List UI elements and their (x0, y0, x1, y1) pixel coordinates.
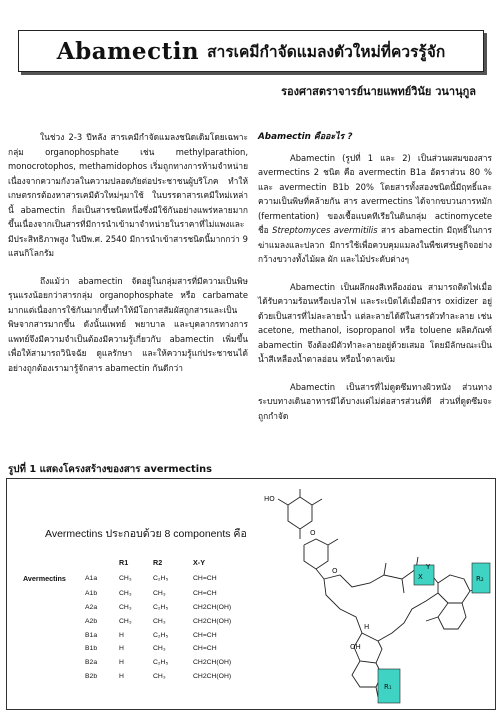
table-cell: H (119, 659, 124, 667)
table-cell: CH=CH (193, 575, 217, 583)
table-row (19, 601, 235, 615)
table-cell: B1b (85, 645, 98, 653)
table-cell: CH₃ (119, 575, 132, 583)
label-o-2: O (332, 567, 338, 575)
label-h: H (364, 623, 370, 631)
group-label-cell (19, 601, 81, 615)
table-cell: CH2CH(OH) (193, 603, 232, 611)
table-cell: CH2CH(OH) (193, 617, 232, 625)
figure-caption: รูปที่ 1 แสดงโครงสร้างของสาร avermectins (8, 464, 212, 475)
table-row (19, 614, 235, 628)
components-table (19, 556, 235, 683)
table-cell: B1a (85, 631, 98, 639)
figure-1 (6, 478, 496, 710)
title-thai: สารเคมีกำจัดแมลงตัวใหม่ที่ควรรู้จัก (207, 42, 446, 61)
table-cell: C₂H₅ (153, 603, 169, 611)
right-paragraph-2: Abamectin เป็นผลึกผงสีเหลืองอ่อน สามารถติดไฟเมื่อได้รับความร้อนหรือเปลวไฟ และระเบิดได้เมื่อมีสาร oxidizer อยู่ด้วยเป็นสารที่ไม่ละลายน้ำ แต่ละลายได้ดีในสารตัวทำละลาย เช่น acetone, methanol, isopropanol หรือ toluene ผลิตภัณฑ์ abamectin จึงต้องมีตัวทำละลายอยู่ด้วยเสมอ โดยมีลักษณะเป็นน้ำสีเหลืองน้ำตาลอ่อน หรือน้ำตาลเข้ม (258, 281, 492, 364)
table-cell: C₂H₅ (153, 659, 169, 667)
table-cell: H (119, 631, 124, 639)
table-cell: A2b (85, 617, 98, 625)
table-cell: H (119, 672, 124, 680)
right-paragraph-3: Abamectin เป็นสารที่ไม่ดูดซึมทางผิวหนัง ส่วนทางระบบทางเดินอาหารมีได้บางแต่ไม่ต่อสารส่วนที่ดี ส่วนที่ดูดซึมจะถูกกำจัด (258, 381, 492, 421)
table-cell: CH₃ (119, 617, 132, 625)
group-label-cell (19, 656, 81, 670)
col-header (19, 556, 81, 571)
group-label-cell (19, 628, 81, 642)
table-row (19, 656, 235, 670)
table-title: Avermectins ประกอบด้วย 8 components คือ (45, 528, 247, 540)
table-row (19, 628, 235, 642)
table-cell: B2a (85, 659, 98, 667)
table-cell: H (119, 645, 124, 653)
table-row (19, 571, 235, 587)
right-paragraph-1-a: Abamectin (รูปที่ 1 และ 2) เป็นส่วนผสมของสาร avermectins 2 ชนิด คือ avermectin B1a อัตราส่วน 80 % และ avermectin B1b 20% โดยสารทั้งสองชนิดนี้มีฤทธิ์และความเป็นพิษที่คล้ายกัน สาร avermectins ได้จากขบวนการหมัก (fermentation) ของเชื้อแบคทีเรียในดินกลุ่ม actinomycete ชื่อ (258, 152, 492, 235)
table-cell: CH₃ (153, 590, 166, 598)
col-header (81, 556, 115, 571)
table-cell: A2a (85, 603, 98, 611)
label-y: Y (426, 563, 431, 571)
group-label-cell: Avermectins (23, 574, 66, 584)
section-heading: Abamectin คืออะไร ? (258, 132, 353, 142)
right-paragraph-1-b: สาร abamectin มีฤทธิ์ในการฆ่าแมลงและปลวก มีการใช้เพื่อควบคุมแมลงในพืชเศรษฐกิจอย่างกว้างขวางทั้งไม้ผล ผัก และไม้ประดับต่างๆ (258, 225, 492, 264)
table-row (19, 669, 235, 683)
table-cell: B2b (85, 672, 98, 680)
table-cell: C₂H₅ (153, 575, 169, 583)
group-label-cell (19, 642, 81, 656)
group-label-cell (19, 614, 81, 628)
col-header: R2 (153, 558, 163, 567)
right-paragraph-1 (258, 151, 492, 267)
group-label-cell (19, 669, 81, 683)
table-cell: CH₃ (153, 645, 166, 653)
col-header: R1 (119, 558, 129, 567)
label-ho: HO (264, 495, 275, 503)
label-oh: OH (350, 643, 361, 651)
table-row (19, 642, 235, 656)
table-row (19, 587, 235, 601)
left-paragraph-1: ในช่วง 2-3 ปีหลัง สารเคมีกำจัดแมลงชนิดเดิมโดยเฉพาะกลุ่ม organophosphate เช่น methylparathion, monocrotophos, methamidophos เริ่มถูกทางการห้ามจำหน่ายเนื่องจากความกังวลในความปลอดภัยต่อประชาชนผู้บริโภค ทำให้เกษตรกรต้องหาสารเคมีตัวใหม่ๆมาใช้ ในบรรดาสารเคมีใหม่เหล่านี้ abamectin ก็อเป็นสารชนิดหนึ่งซึ่งมีใช้กันอย่างแพร่หลายมากขึ้นเนื่องจากเป็นสารที่มีการนำเข้ามาจำหน่ายในราคาที่ไม่แพงและมีประสิทธิภาพสูง ในปีพ.ศ. 2540 มีการนำเข้าสารชนิดนี้มากกว่า 9 แสนกิโลกรัม (8, 132, 248, 258)
right-column (258, 130, 492, 436)
col-header: X-Y (193, 558, 205, 567)
table-cell: CH₃ (153, 672, 166, 680)
table-cell: CH₃ (119, 603, 132, 611)
table-header-row (19, 556, 235, 571)
table-cell: CH₃ (153, 617, 166, 625)
table-cell: CH=CH (193, 590, 217, 598)
label-r2: R₂ (476, 575, 484, 583)
label-r1: R₁ (384, 683, 392, 691)
table-cell: A1b (85, 590, 98, 598)
author-line: รองศาสตราจารย์นายแพทย์วินัย วนานุกูล (281, 85, 476, 98)
table-cell: CH2CH(OH) (193, 672, 232, 680)
label-o-1: O (310, 529, 316, 537)
table-cell: CH=CH (193, 645, 217, 653)
avermectin-structure (252, 483, 492, 707)
table-cell: A1a (85, 575, 98, 583)
table-cell: CH=CH (193, 631, 217, 639)
title-banner (18, 30, 484, 72)
title-english: Abamectin (56, 37, 200, 65)
highlight-x-y (414, 565, 434, 585)
left-paragraph-2: ถึงแม้ว่า abamectin จัดอยู่ในกลุ่มสารที่มีความเป็นพิษรุนแรงน้อยกว่าสารกลุ่ม organophosphate หรือ carbamate มากแต่เนื่องการใช้กันมากขึ้นทำให้มีโอกาสสัมผัสถูกสารและเป็นพิษจากสารมากขึ้น ดังนั้นแพทย์ พยาบาล และบุคลากรทางการแพทย์จึงมีความจำเป็นต้องมีความรู้เกี่ยวกับ abamectin เพิ่มขึ้น เพื่อให้สามารถวินิจฉัย ดูแลรักษา และให้ความรู้แก่ประชาชนได้อย่างถูกต้องเรามารู้จักสาร abamectin กันดีกว่า (8, 275, 248, 373)
label-x: X (418, 573, 423, 581)
group-label-cell (19, 587, 81, 601)
left-column (8, 130, 248, 388)
components-table-area (19, 525, 249, 683)
table-cell: C₂H₅ (153, 631, 169, 639)
table-cell: CH₃ (119, 590, 132, 598)
species-name: Streptomyces avermitilis (272, 225, 378, 235)
table-cell: CH2CH(OH) (193, 659, 232, 667)
